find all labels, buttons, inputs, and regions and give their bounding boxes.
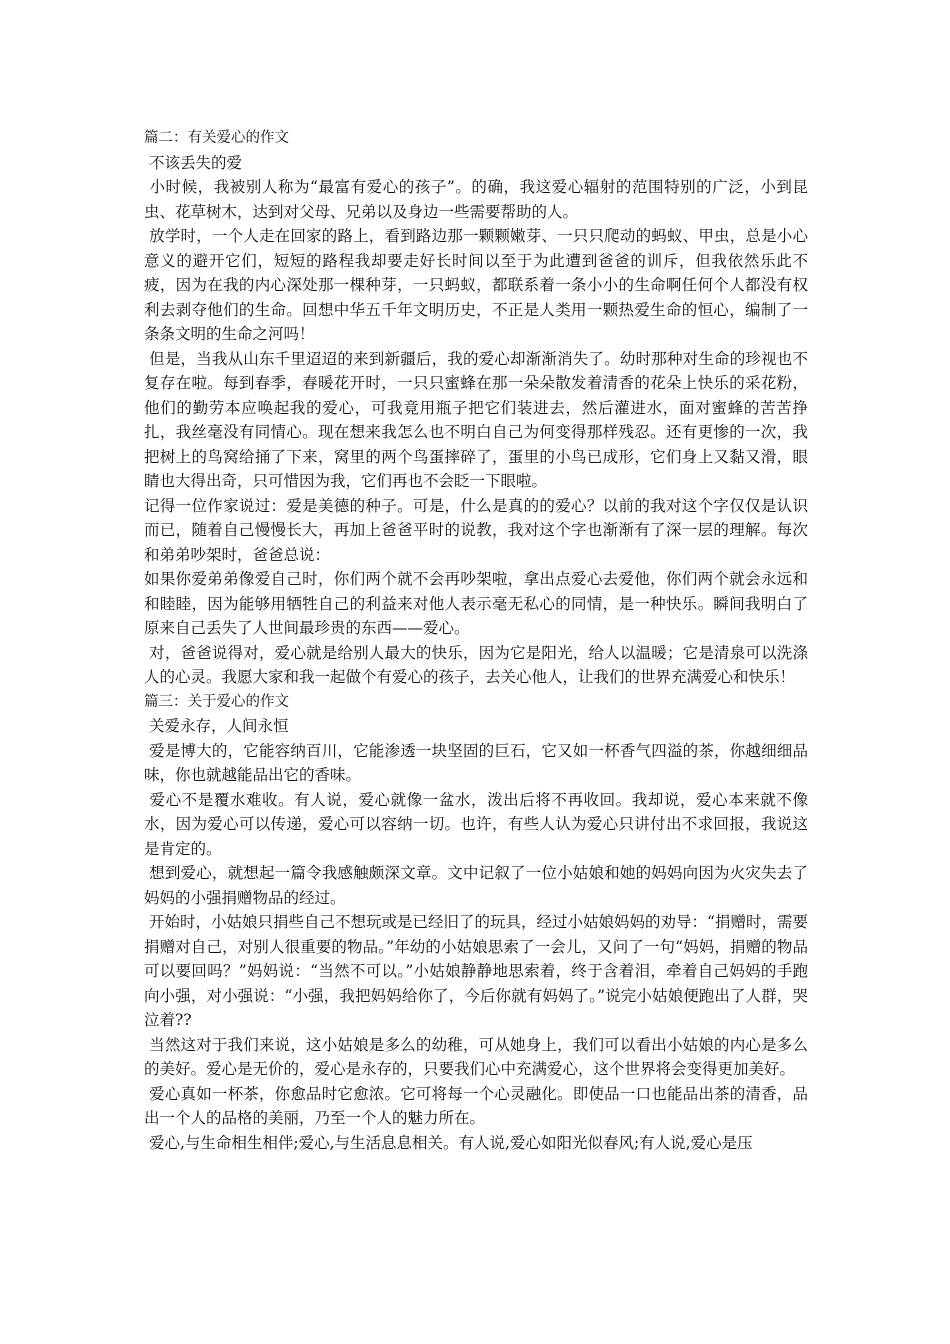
essay-title: 关爱永存，人间永恒 <box>144 717 289 735</box>
section-heading: 篇三：关于爱心的作文 <box>144 693 289 710</box>
paragraph: 爱心,与生命相生相伴;爱心,与生活息息相关。有人说,爱心如阳光似春风;有人说,爱心是压 <box>144 1133 753 1152</box>
section-heading: 篇二：有关爱心的作文 <box>144 130 289 146</box>
paragraph: 但是，当我从山东千里迢迢的来到新疆后，我的爱心却渐渐消失了。幼时那种对生命的珍视也不复存在啦。每到春季，春暖花开时，一只只蜜蜂在那一朵朵散发着清香的花朵上快乐的采花粉，他们的勤劳本应唤起我的爱心，可我竟用瓶子把它们装进去，然后灌进水，面对蜜蜂的苦苦挣扎，我丝毫没有同情心。现在想来我怎么也不明白自己为何变得那样残忍。还有更惨的一次，我把树上的鸟窝给捅了下来，窝里的两个鸟蛋摔碎了，蛋里的小鸟已成形，它们身上又黏又滑，眼睛也大得出奇，只可惜因为我，它们再也不会眨一下眼啦。 <box>144 349 808 490</box>
paragraph: 想到爱心，就想起一篇令我感触颇深文章。文中记叙了一位小姑娘和她的妈妈向因为火灾失去了妈妈的小强捐赠物品的经过。 <box>144 864 808 907</box>
paragraph: 放学时，一个人走在回家的路上，看到路边那一颗颗嫩芽、一只只爬动的蚂蚁、甲虫，总是小心意义的避开它们，短短的路程我却要走好长时间以至于为此遭到爸爸的训斥，但我依然乐此不疲，因为在我的内心深处那一棵种芽，一只蚂蚁，都联系着一条小小的生命啊任何个人都没有权利去剥夺他们的生命。回想中华五千年文明历史，不正是人类用一颗热爱生命的恒心，编制了一条条文明的生命之河吗！ <box>144 227 808 343</box>
paragraph: 记得一位作家说过：爱是美德的种子。可是，什么是真的的爱心？以前的我对这个字仅仅是认识而已，随着自己慢慢长大，再加上爸爸平时的说教，我对这个字也渐渐有了深一层的理解。每次和弟弟吵架时，爸爸总说： <box>144 496 808 564</box>
paragraph: 小时候，我被别人称为“最富有爱心的孩子”。的确，我这爱心辐射的范围特别的广泛，小到昆虫、花草树木，达到对父母、兄弟以及身边一些需要帮助的人。 <box>144 178 808 221</box>
document-body <box>144 126 808 1155</box>
essay-title: 不该丢失的爱 <box>144 153 242 172</box>
paragraph: 当然这对于我们来说，这小姑娘是多么的幼稚，可从她身上，我们可以看出小姑娘的内心是多么的美好。爱心是无价的，爱心是永存的，只要我们心中充满爱心，这个世界将会变得更加美好。 <box>144 1035 808 1078</box>
paragraph: 爱心不是覆水难收。有人说，爱心就像一盆水，泼出后将不再收回。我却说，爱心本来就不像水，因为爱心可以传递，爱心可以容纳一切。也许，有些人认为爱心只讲付出不求回报，我说这是肯定的。 <box>144 790 808 858</box>
paragraph: 开始时，小姑娘只捐些自己不想玩或是已经旧了的玩具，经过小姑娘妈妈的劝导：“捐赠时，需要捐赠对自己，对别人很重要的物品。”年幼的小姑娘思索了一会儿，又问了一句“妈妈，捐赠的物品可以要回吗？”妈妈说：“当然不可以。”小姑娘静静地思索着，终于含着泪，牵着自己妈妈的手跑向小强，对小强说：“小强，我把妈妈给你了，今后你就有妈妈了。”说完小姑娘便跑出了人群，哭泣着?? <box>144 913 808 1029</box>
paragraph: 爱心真如一杯茶，你愈品时它愈浓。它可将每一个心灵融化。即使品一口也能品出茶的清香，品出一个人的品格的美丽，乃至一个人的魅力所在。 <box>144 1084 808 1127</box>
paragraph: 对，爸爸说得对，爱心就是给别人最大的快乐，因为它是阳光，给人以温暖；它是清泉可以洗涤人的心灵。我愿大家和我一起做个有爱心的孩子，去关心他人，让我们的世界充满爱心和快乐！ <box>144 643 808 686</box>
paragraph: 如果你爱弟弟像爱自己时，你们两个就不会再吵架啦，拿出点爱心去爱他，你们两个就会永远和和睦睦，因为能够用牺牲自己的利益来对他人表示毫无私心的同情，是一种快乐。瞬间我明白了原来自己丢失了人世间最珍贵的东西——爱心。 <box>144 570 808 637</box>
paragraph: 爱是博大的，它能容纳百川，它能渗透一块坚固的巨石，它又如一杯香气四溢的茶，你越细细品味，你也就越能品出它的香味。 <box>144 741 808 784</box>
